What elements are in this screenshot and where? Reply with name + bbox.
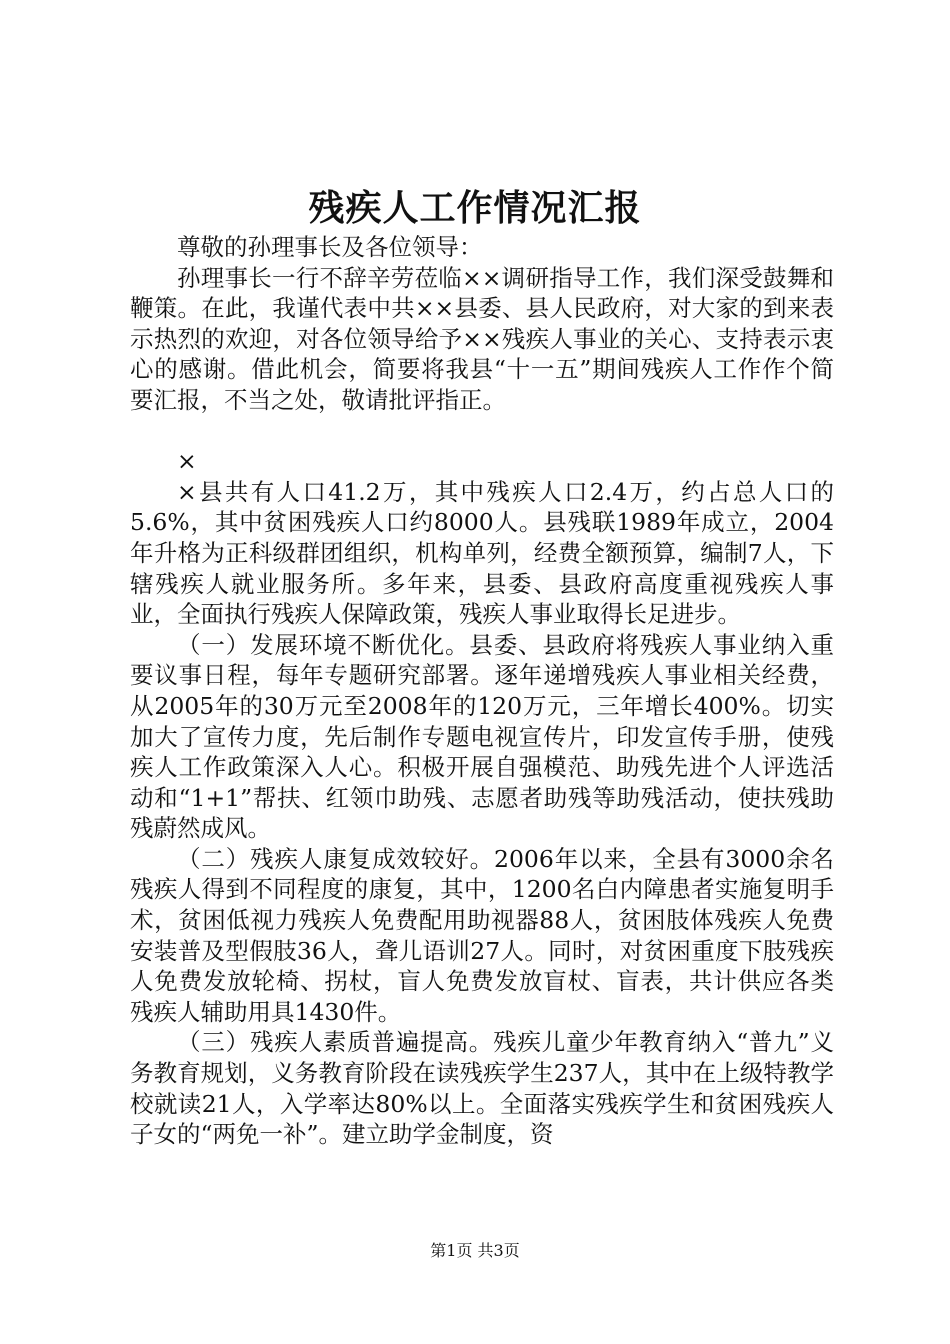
paragraph-overview: ×县共有人口41.2万，其中残疾人口2.4万，约占总人口的5.6%，其中贫困残疾人口约8000人。县残联1989年成立，2004年升格为正科级群团组织，机构单列，经费全额预算，编制7人，下辖残疾人就业服务所。多年来，县委、县政府高度重视残疾人事业，全面执行残疾人保障政策，残疾人事业取得长足进步。: [130, 477, 834, 629]
blank-line: [130, 416, 834, 447]
salutation: 尊敬的孙理事长及各位领导：: [177, 233, 483, 261]
paragraph-intro: 孙理事长一行不辞辛劳莅临××调研指导工作，我们深受鼓舞和鞭策。在此，我谨代表中共××县委、县人民政府，对大家的到来表示热烈的欢迎，对各位领导给予××残疾人事业的关心、支持表示衷心的感谢。借此机会，简要将我县“十一五”期间残疾人工作作个简要汇报，不当之处，敬请批评指正。: [130, 263, 834, 414]
document-title: 残疾人工作情况汇报: [308, 187, 642, 229]
document-body: [130, 232, 834, 1150]
page-footer: 第1页 共3页: [430, 1241, 520, 1260]
paragraph-section-2: （二）残疾人康复成效较好。2006年以来，全县有3000余名残疾人得到不同程度的康复，其中，1200名白内障患者实施复明手术，贫困低视力残疾人免费配用助视器88人，贫困肢体残疾人免费安装普及型假肢36人，聋儿语训27人。同时，对贫困重度下肢残疾人免费发放轮椅、拐杖，盲人免费发放盲杖、盲表，共计供应各类残疾人辅助用具1430件。: [130, 844, 834, 1026]
paragraph-placeholder-mark: ×: [177, 447, 197, 476]
paragraph-section-3: （三）残疾人素质普遍提高。残疾儿童少年教育纳入“普九”义务教育规划，义务教育阶段在读残疾学生237人，其中在上级特教学校就读21人，入学率达80%以上。全面落实残疾学生和贫困残疾人子女的“两免一补”。建立助学金制度，资: [130, 1028, 834, 1149]
paragraph-section-1: （一）发展环境不断优化。县委、县政府将残疾人事业纳入重要议事日程，每年专题研究部署。逐年递增残疾人事业相关经费，从2005年的30万元至2008年的120万元，三年增长400%。切实加大了宣传力度，先后制作专题电视宣传片，印发宣传手册，使残疾人工作政策深入人心。积极开展自强模范、助残先进个人评选活动和“1+1”帮扶、红领巾助残、志愿者助残等助残活动，使扶残助残蔚然成风。: [130, 630, 834, 843]
